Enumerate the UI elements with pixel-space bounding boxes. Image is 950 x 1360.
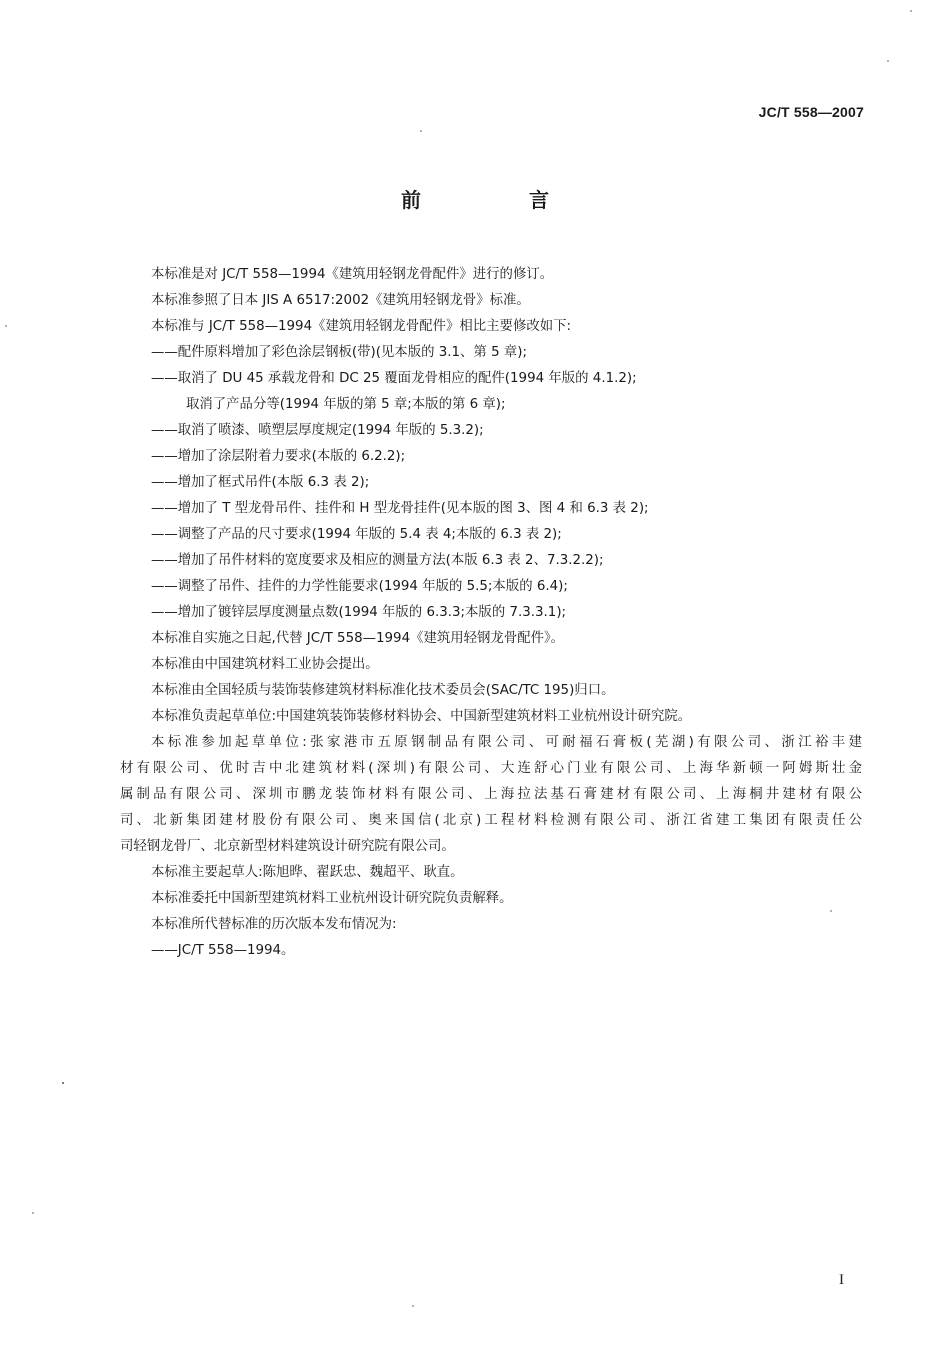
page-number: I [839, 1272, 844, 1288]
list-item: ——调整了吊件、挂件的力学性能要求(1994 年版的 5.5;本版的 6.4); [151, 579, 568, 594]
scan-speck [910, 10, 912, 12]
paragraph: 本标准与 JC/T 558—1994《建筑用轻钢龙骨配件》相比主要修改如下: [151, 319, 572, 334]
paragraph: 本标准由中国建筑材料工业协会提出。 [151, 657, 379, 672]
scan-speck [62, 1082, 64, 1084]
scan-speck [420, 130, 422, 132]
participants-line: 本标准参加起草单位:张家港市五原钢制品有限公司、可耐福石膏板(芜湖)有限公司、浙江裕丰建 [151, 735, 862, 750]
list-item: ——配件原料增加了彩色涂层钢板(带)(见本版的 3.1、第 5 章); [151, 345, 527, 360]
paragraph: 本标准所代替标准的历次版本发布情况为: [151, 917, 397, 932]
paragraph: 本标准主要起草人:陈旭晔、翟跃忠、魏超平、耿直。 [151, 865, 464, 880]
scan-speck [887, 60, 889, 62]
scan-speck [32, 1212, 34, 1214]
paragraph: 本标准是对 JC/T 558—1994《建筑用轻钢龙骨配件》进行的修订。 [151, 267, 554, 282]
paragraph: 本标准负责起草单位:中国建筑装饰装修材料协会、中国新型建筑材料工业杭州设计研究院。 [151, 709, 692, 724]
list-item: ——增加了吊件材料的宽度要求及相应的测量方法(本版 6.3 表 2、7.3.2.2); [151, 553, 604, 568]
paragraph: 本标准自实施之日起,代替 JC/T 558—1994《建筑用轻钢龙骨配件》。 [151, 631, 565, 646]
paragraph: 本标准由全国轻质与装饰装修建筑材料标准化技术委员会(SAC/TC 195)归口。 [151, 683, 615, 698]
list-item: ——增加了涂层附着力要求(本版的 6.2.2); [151, 449, 406, 464]
page-title: 前 言 [401, 188, 593, 212]
participants-line: 材有限公司、优时吉中北建筑材料(深圳)有限公司、大连舒心门业有限公司、上海华新顿一阿姆斯壮金 [120, 761, 862, 776]
paragraph: 本标准参照了日本 JIS A 6517:2002《建筑用轻钢龙骨》标准。 [151, 293, 530, 308]
list-item: ——取消了 DU 45 承载龙骨和 DC 25 覆面龙骨相应的配件(1994 年版的 4.1.2); [151, 371, 637, 386]
scan-speck [830, 910, 832, 912]
participants-line: 属制品有限公司、深圳市鹏龙装饰材料有限公司、上海拉法基石膏建材有限公司、上海桐井建材有限公 [120, 787, 862, 802]
list-item: ——增加了 T 型龙骨吊件、挂件和 H 型龙骨挂件(见本版的图 3、图 4 和 6.3 表 2); [151, 501, 649, 516]
list-item: ——取消了喷漆、喷塑层厚度规定(1994 年版的 5.3.2); [151, 423, 484, 438]
standard-code: JC/T 558—2007 [758, 104, 864, 120]
scan-speck [5, 325, 7, 327]
document-body [120, 262, 862, 964]
paragraph: 本标准委托中国新型建筑材料工业杭州设计研究院负责解释。 [151, 891, 513, 906]
list-item-continuation: 取消了产品分等(1994 年版的第 5 章;本版的第 6 章); [186, 397, 506, 412]
participants-line: 司轻钢龙骨厂、北京新型材料建筑设计研究院有限公司。 [120, 839, 455, 854]
list-item: ——调整了产品的尺寸要求(1994 年版的 5.4 表 4;本版的 6.3 表 2); [151, 527, 562, 542]
scan-speck [412, 1305, 414, 1307]
participants-line: 司、北新集团建材股份有限公司、奥来国信(北京)工程材料检测有限公司、浙江省建工集团有限责任公 [120, 813, 862, 828]
list-item: ——增加了镀锌层厚度测量点数(1994 年版的 6.3.3;本版的 7.3.3.1); [151, 605, 567, 620]
list-item: ——JC/T 558—1994。 [151, 943, 295, 958]
list-item: ——增加了框式吊件(本版 6.3 表 2); [151, 475, 370, 490]
